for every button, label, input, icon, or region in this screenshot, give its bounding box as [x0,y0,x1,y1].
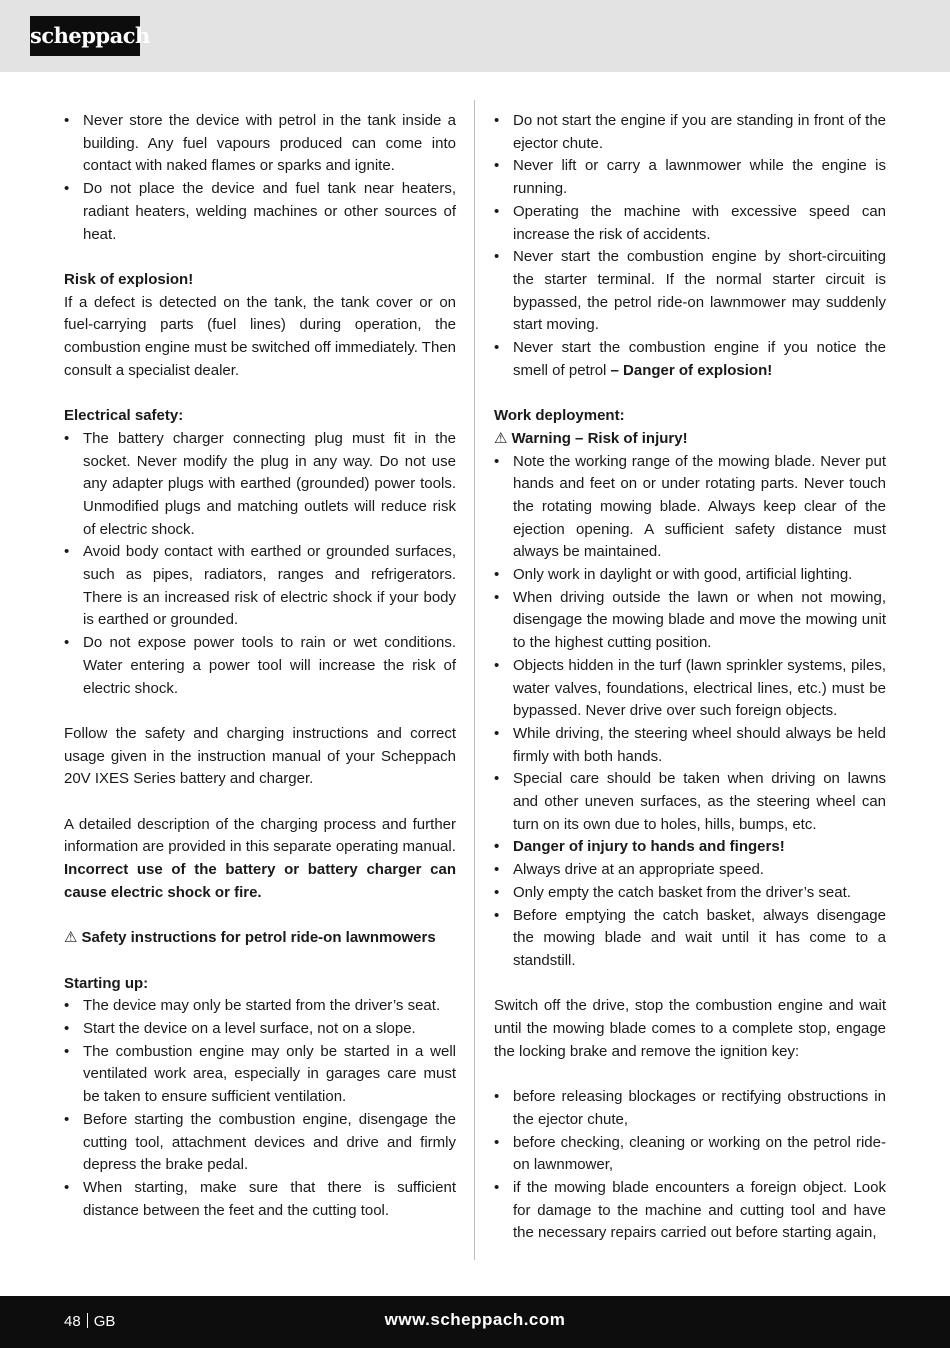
list-item: • before checking, cleaning or working on the petrol ride-on lawnmower, [494,1132,886,1177]
engine-safety-list [494,110,886,382]
incorrect-use-warning: Incorrect use of the battery or battery charger can cause electric shock or fire. [64,861,456,901]
list-item: • Operating the machine with excessive speed can increase the risk of accidents. [494,201,886,246]
storage-safety-list [64,110,456,246]
follow-instructions-text: Follow the safety and charging instructions and correct usage given in the instruction manual of your Scheppach 20V IXES Series battery and charger. [64,724,456,788]
detailed-description-text: A detailed description of the charging process and further information are provided in this separate operating manual. [64,815,456,856]
list-item: • The device may only be started from the driver’s seat. [64,995,456,1018]
list-item: • Only empty the catch basket from the driver’s seat. [494,882,886,905]
left-column [64,110,456,1222]
list-item: • Before emptying the catch basket, always disengage the mowing blade and wait until it has come to a standstill. [494,905,886,973]
list-item: • before releasing blockages or rectifying obstructions in the ejector chute, [494,1086,886,1131]
petrol-safety-heading-text: Safety instructions for petrol ride-on lawnmowers [81,929,436,947]
list-item: • While driving, the steering wheel should always be held firmly with both hands. [494,723,886,768]
list-item: • Do not place the device and fuel tank near heaters, radiant heaters, welding machines or other sources of heat. [64,178,456,246]
list-item: • Note the working range of the mowing blade. Never put hands and feet on or under rotating parts. Never touch the rotating mowing blade. Always keep clear of the ejection opening. A sufficient safety distance must always be maintained. [494,451,886,565]
warning-triangle-icon: ⚠ [64,929,78,947]
list-item: • Avoid body contact with earthed or grounded surfaces, such as pipes, radiators, ranges and refrigerators. There is an increased risk of electric shock if your body is earthed or grounded. [64,541,456,632]
list-item: • if the mowing blade encounters a foreign object. Look for damage to the machine and cutting tool and have the necessary repairs carried out before starting again, [494,1177,886,1245]
work-deployment-heading: Work deployment: [494,407,625,425]
page-header [0,0,950,72]
website-url: www.scheppach.com [384,1310,566,1329]
work-deployment-list [494,451,886,973]
before-list [494,1086,886,1245]
list-item-danger-hands: • Danger of injury to hands and fingers! [494,836,886,859]
injury-warning-text: Warning – Risk of injury! [511,429,688,447]
list-item [494,337,886,382]
switch-off-text: Switch off the drive, stop the combustion engine and wait until the mowing blade comes to a complete stop, engage the locking brake and remove the ignition key: [494,997,886,1060]
list-item: • Do not start the engine if you are standing in front of the ejector chute. [494,110,886,155]
list-item: • When starting, make sure that there is sufficient distance between the feet and the cutting tool. [64,1177,456,1222]
petrol-smell-text: Never start the combustion engine if you notice the smell of petrol [513,339,886,379]
right-column [494,110,886,1245]
list-item: • Special care should be taken when driving on lawns and other uneven surfaces, as the steering wheel can turn on its own due to holes, hills, bumps, etc. [494,768,886,836]
starting-up-heading: Starting up: [64,974,149,992]
injury-warning [494,428,886,451]
starting-up-list [64,995,456,1222]
electrical-safety-list [64,428,456,700]
list-item: • The battery charger connecting plug must fit in the socket. Never modify the plug in any way. Do not use any adapter plugs with earthed (grounded) power tools. Unmodified plugs and matching outlets will reduce risk of electric shock. [64,428,456,542]
warning-triangle-icon: ⚠ [494,429,508,447]
list-item: • Always drive at an appropriate speed. [494,859,886,882]
page-number: 48 [64,1313,81,1330]
list-item: • The combustion engine may only be started in a well ventilated work area, especially in garages care must be taken to ensure sufficient ventilation. [64,1041,456,1109]
list-item: • Never store the device with petrol in the tank inside a building. Any fuel vapours produced can come into contact with naked flames or sparks and ignite. [64,110,456,178]
list-item: • Never start the combustion engine by short-circuiting the starter terminal. If the normal starter circuit is bypassed, the petrol ride-on lawnmower may suddenly start moving. [494,246,886,337]
petrol-safety-heading [64,927,456,950]
list-item: • Only work in daylight or with good, artificial lighting. [494,564,886,587]
list-item: • When driving outside the lawn or when not mowing, disengage the mowing blade and move the mowing unit to the highest cutting position. [494,587,886,655]
list-item: • Start the device on a level surface, not on a slope. [64,1018,456,1041]
language-code: GB [93,1313,116,1330]
list-item: • Never lift or carry a lawnmower while the engine is running. [494,155,886,200]
list-item: • Objects hidden in the turf (lawn sprinkler systems, piles, water valves, foundations, electrical lines, etc.) must be bypassed. Never drive over such foreign objects. [494,655,886,723]
scheppach-logo: scheppach [30,16,140,56]
electrical-safety-heading: Electrical safety: [64,407,184,425]
explosion-text: If a defect is detected on the tank, the tank cover or on fuel-carrying parts (fuel lines) during operation, the combustion engine must be switched off immediately. Then consult a specialist dealer. [64,293,456,379]
danger-explosion-text: – Danger of explosion! [606,361,773,379]
page-footer [0,1296,950,1348]
column-divider [474,100,475,1260]
list-item: • Do not expose power tools to rain or wet conditions. Water entering a power tool will increase the risk of electric shock. [64,632,456,700]
list-item: • Before starting the combustion engine, disengage the cutting tool, attachment devices and drive and firmly depress the brake pedal. [64,1109,456,1177]
explosion-heading: Risk of explosion! [64,270,194,288]
